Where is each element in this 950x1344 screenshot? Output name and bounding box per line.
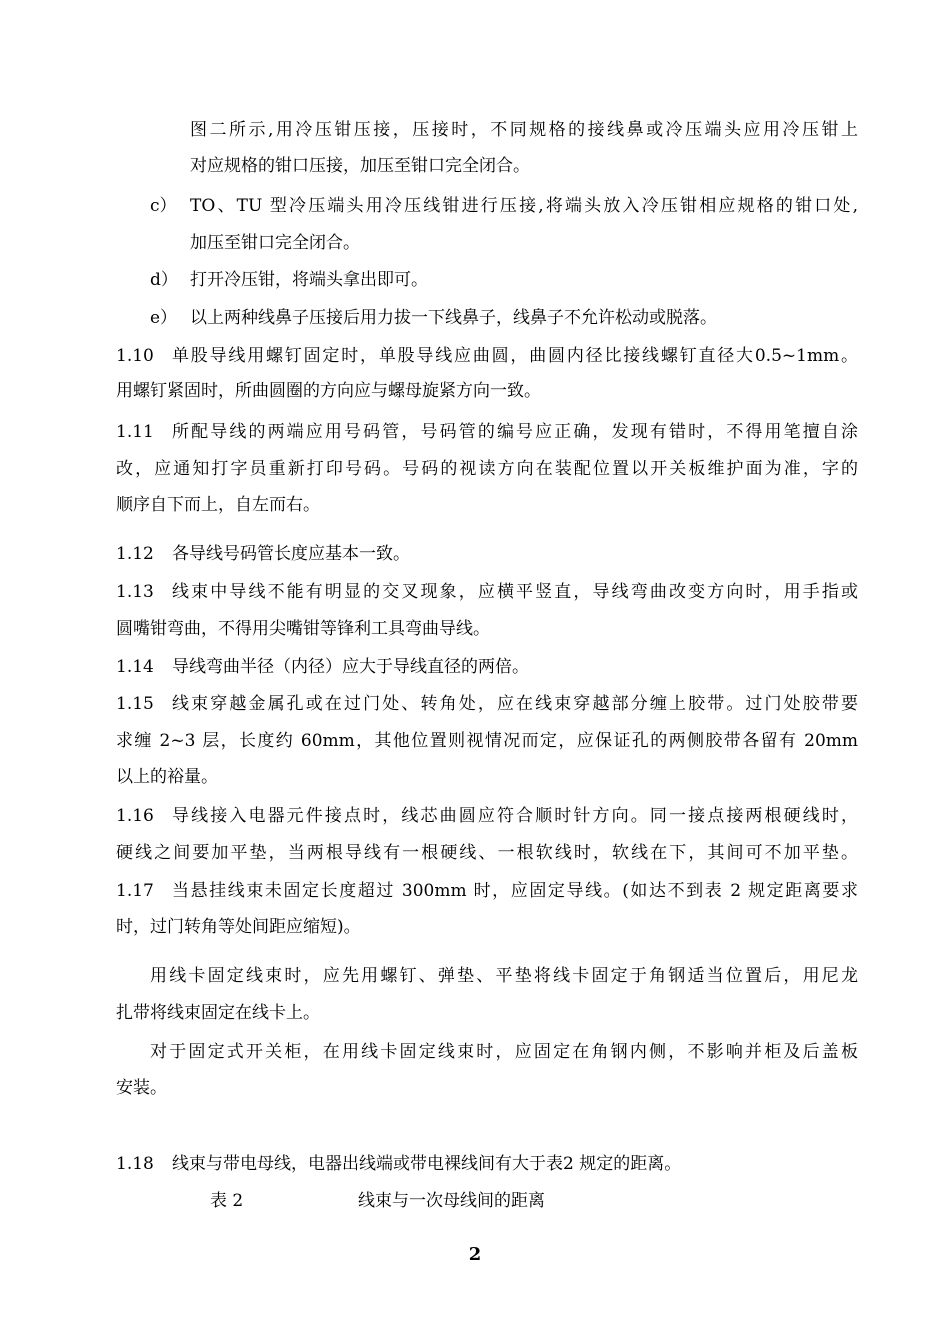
section-1-13-number: 1.13 [116, 582, 154, 602]
item-b-continuation-line-2: 对应规格的钳口压接，加压至钳口完全闭合。 [190, 156, 530, 176]
section-1-15-line-3: 以上的裕量。 [116, 767, 218, 787]
section-1-17-line-2: 时，过门转角等处间距应缩短)。 [116, 917, 361, 937]
section-1-14-text: 导线弯曲半径（内径）应大于导线直径的两倍。 [172, 657, 529, 677]
item-d-label: d） [150, 270, 178, 290]
table-2-label: 表 2 [210, 1191, 244, 1211]
item-c-label: c） [150, 196, 177, 216]
section-1-16-line-2: 硬线之间要加平垫，当两根导线有一根硬线、一根软线时，软线在下，其间可不加平垫。 [116, 843, 858, 863]
section-1-10-number: 1.10 [116, 346, 154, 366]
item-e-text: 以上两种线鼻子压接后用力拔一下线鼻子，线鼻子不允许松动或脱落。 [190, 308, 717, 328]
item-b-continuation-line-1: 图二所示,用冷压钳压接，压接时，不同规格的接线鼻或冷压端头应用冷压钳上 [190, 120, 858, 140]
section-1-10-line-2: 用螺钉紧固时，所曲圆圈的方向应与螺母旋紧方向一致。 [116, 381, 541, 401]
page-number: 2 [468, 1244, 482, 1265]
item-c-line-2: 加压至钳口完全闭合。 [190, 233, 360, 253]
section-1-13-line-1: 线束中导线不能有明显的交叉现象，应横平竖直，导线弯曲改变方向时，用手指或 [172, 582, 858, 602]
fixed-cabinet-paragraph-line-2: 安装。 [116, 1078, 167, 1098]
section-1-15-line-1: 线束穿越金属孔或在过门处、转角处，应在线束穿越部分缠上胶带。过门处胶带要 [172, 694, 858, 714]
item-e-label: e） [150, 308, 178, 328]
section-1-16-number: 1.16 [116, 806, 154, 826]
table-2-title: 线束与一次母线间的距离 [358, 1191, 545, 1211]
section-1-17-line-1: 当悬挂线束未固定长度超过 300mm 时，应固定导线。(如达不到表 2 规定距离要求 [172, 881, 858, 901]
clip-paragraph-line-2: 扎带将线束固定在线卡上。 [116, 1003, 320, 1023]
section-1-14-number: 1.14 [116, 657, 154, 677]
section-1-10-line-1: 单股导线用螺钉固定时，单股导线应曲圆，曲圆内径比接线螺钉直径大0.5~1mm。 [172, 346, 858, 366]
section-1-12-number: 1.12 [116, 544, 154, 564]
clip-paragraph-line-1: 用线卡固定线束时，应先用螺钉、弹垫、平垫将线卡固定于角钢适当位置后，用尼龙 [150, 966, 858, 986]
section-1-12-text: 各导线号码管长度应基本一致。 [172, 544, 410, 564]
section-1-17-number: 1.17 [116, 881, 154, 901]
section-1-15-line-2: 求缠 2~3 层，长度约 60mm，其他位置则视情况而定，应保证孔的两侧胶带各留有 20mm [116, 731, 858, 751]
section-1-16-line-1: 导线接入电器元件接点时，线芯曲圆应符合顺时针方向。同一接点接两根硬线时， [172, 806, 858, 826]
section-1-13-line-2: 圆嘴钳弯曲，不得用尖嘴钳等锋利工具弯曲导线。 [116, 619, 490, 639]
section-1-11-line-1: 所配导线的两端应用号码管，号码管的编号应正确，发现有错时，不得用笔擅自涂 [172, 422, 858, 442]
section-1-11-line-3: 顺序自下而上，自左而右。 [116, 495, 320, 515]
section-1-18-number: 1.18 [116, 1154, 154, 1174]
item-d-text: 打开冷压钳，将端头拿出即可。 [190, 270, 428, 290]
item-c-line-1: TO、TU 型冷压端头用冷压线钳进行压接,将端头放入冷压钳相应规格的钳口处, [190, 196, 858, 216]
section-1-11-number: 1.11 [116, 422, 154, 442]
section-1-11-line-2: 改，应通知打字员重新打印号码。号码的视读方向在装配位置以开关板维护面为准，字的 [116, 459, 858, 479]
fixed-cabinet-paragraph-line-1: 对于固定式开关柜，在用线卡固定线束时，应固定在角钢内侧，不影响并柜及后盖板 [150, 1042, 858, 1062]
section-1-18-text: 线束与带电母线，电器出线端或带电裸线间有大于表2 规定的距离。 [172, 1154, 682, 1174]
section-1-15-number: 1.15 [116, 694, 154, 714]
